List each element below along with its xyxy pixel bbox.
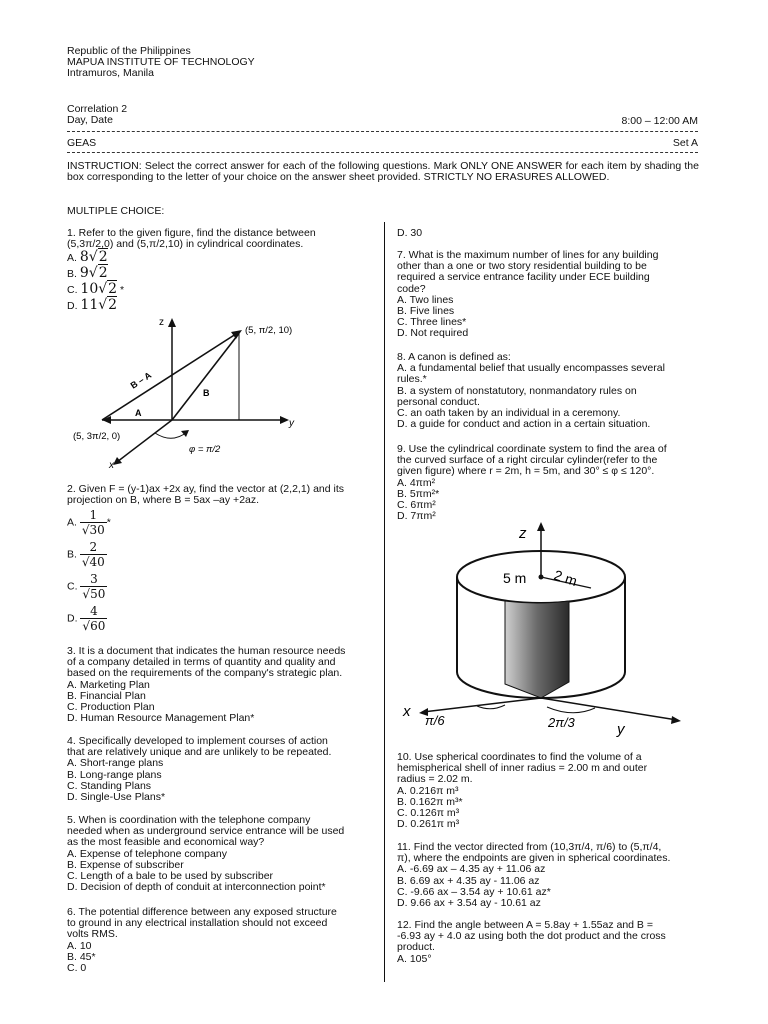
vector-b-minus-a	[102, 332, 239, 420]
question-3: 3. It is a document that indicates the human resource needs of a company detailed in terms of quantity and quality and based on the requirements of the company's strategic plan. A. Marketing Plan B. Financial Plan C. Production Plan D. Human Resource Management Plan*	[67, 646, 372, 724]
question-text: (5,3π/2,0) and (5,π/2,10) in cylindrical coordinates.	[67, 238, 304, 251]
set-label: Set A	[672, 137, 698, 149]
option-a: A. Expense of telephone company	[67, 847, 227, 860]
section-title: MULTIPLE CHOICE:	[67, 205, 165, 217]
option-b: B. 5πm²*	[397, 487, 440, 500]
exam-title: Correlation 2	[67, 103, 128, 115]
institution-address: Intramuros, Manila	[67, 67, 154, 80]
column-divider	[384, 222, 385, 982]
y-arrowhead	[671, 716, 681, 724]
country-line: Republic of the Philippines	[67, 45, 191, 57]
school-header	[67, 46, 255, 80]
question-6: 6. The potential difference between any exposed structure to ground in any electrical installation should not exceed volts RMS. A. 10 B. 45* C. 0	[67, 907, 372, 974]
phi-arc-arrowhead	[181, 430, 189, 437]
option-c: C. 0	[67, 962, 87, 975]
cylindrical-coordinates-figure	[67, 312, 377, 472]
question-5: 5. When is coordination with the telephone company needed when as underground service entrance will be used as the most feasible and economical way? A. Expense of telephone company B. Expense of subscriber C. Length of a bale to be used by subscriber D. Decision of depth of conduit at interconnection point*	[67, 815, 372, 893]
option-b: B. 0.162π m³*	[397, 795, 463, 808]
option-b: B. $\frac{2}{√40}$	[67, 540, 105, 569]
b-label: B	[203, 388, 210, 398]
option-b: B. a system of nonstatutory, nonmandatory rules on	[397, 384, 637, 397]
question-text: 1. Refer to the given figure, find the distance between	[67, 227, 316, 239]
a-label: A	[135, 408, 142, 418]
option-d: D. $\frac{4}{√60}$	[67, 604, 106, 633]
question-6-option-d: D. 30	[397, 227, 423, 239]
option-a: A. 4πm²	[397, 476, 436, 489]
question-1	[67, 228, 372, 250]
instruction-text: INSTRUCTION: Select the correct answer for each of the following questions. Mark ONLY ONE ANSWER for each item by shading the box corresponding to the letter of your choice on the answer sheet provided. STRICTLY NO ERASURES ALLOWED.	[67, 160, 699, 184]
angle-label-1: π/6	[425, 713, 445, 728]
option-b: B. Long-range plans	[67, 768, 162, 781]
option-c: C. Length of a bale to be used by subscriber	[67, 870, 274, 883]
question-10: 10. Use spherical coordinates to find the volume of a hemispherical shell of inner radius = 2.00 m and outer radius = 2.02 m. A. 0.216π m³ B. 0.162π m³* C. 0.126π m³ D. 0.261π m³	[397, 752, 697, 830]
option-c: C. 0.126π m³	[397, 807, 460, 820]
option-c: C. an oath taken by an individual in a ceremony.	[397, 407, 621, 420]
question-12: 12. Find the angle between A = 5.8ay + 1.55az and B = -6.93 ay + 4.0 az using both the dot product and the cross product. A. 105°	[397, 920, 697, 965]
option-a: A. a fundamental belief that usually encompasses several	[397, 362, 665, 375]
option-b: B. 6.69 ax + 4.35 ay - 11.06 az	[397, 874, 540, 887]
coefficient: 9	[79, 265, 89, 281]
option-c: C. 10√2 *	[67, 281, 125, 297]
option-a: A. $\frac{1}{√30}$ *	[67, 508, 111, 537]
option-d: D. 11√2	[67, 297, 118, 313]
x-arrowhead	[113, 457, 122, 465]
option-d: D. Single-Use Plans*	[67, 791, 166, 804]
x-label: x	[109, 460, 114, 471]
option-d: D. 0.261π m³	[397, 818, 460, 831]
option-c: C. Standing Plans	[67, 779, 152, 792]
exam-meta	[67, 104, 127, 126]
vector-b	[172, 336, 237, 420]
radius-label: 2 m	[552, 566, 580, 590]
question-7: 7. What is the maximum number of lines for any building other than a one or two story residential building to be required a service entrance facility under ECE building code? A. Two lines B. Five lines C. Three lines* D. Not required	[397, 250, 697, 340]
height-label: 5 m	[503, 570, 527, 586]
option-b: B. Expense of subscriber	[67, 858, 184, 871]
coefficient: 8	[79, 249, 89, 265]
option-a: A. 105°	[397, 952, 432, 965]
dashed-divider-top	[67, 131, 698, 132]
question-text: projection on B, where B = 5ax –ay +2az.	[67, 494, 260, 507]
angle-label-2: 2π/3	[548, 715, 575, 730]
exam-date: Day, Date	[67, 114, 113, 127]
option-d: D. a guide for conduct and action in a certain situation.	[397, 418, 651, 431]
question-8: 8. A canon is defined as: A. a fundamental belief that usually encompasses several rules.* B. a system of nonstatutory, nonmandatory rules on personal conduct. C. an oath taken by an individual in a ceremony. D. a guide for conduct and action in a certain situation.	[397, 352, 697, 430]
x-label: x	[403, 703, 411, 720]
answer-mark: *	[106, 516, 111, 529]
option-b: B. Financial Plan	[67, 689, 146, 702]
phi-arc	[155, 432, 187, 438]
option-b: B. 9√2	[67, 265, 108, 281]
option-d: D. Human Resource Management Plan*	[67, 712, 255, 725]
shaded-surface	[505, 601, 569, 698]
z-arrowhead	[537, 522, 545, 531]
option-a: A. Marketing Plan	[67, 678, 150, 691]
option-c: C. Production Plan	[67, 701, 155, 714]
question-4: 4. Specifically developed to implement courses of action that are relatively unique and are unlikely to be repeated. A. Short-range plans B. Long-range plans C. Standing Plans D. Single-Use Plans*	[67, 736, 372, 803]
point-b-label: (5, π/2, 10)	[245, 325, 293, 336]
z-label: z	[519, 525, 527, 542]
option-d: D. Not required	[397, 327, 469, 340]
z-label: z	[159, 317, 164, 328]
subject-label: GEAS	[67, 137, 97, 149]
option-d: D. 7πm²	[397, 510, 436, 523]
option-c: C. -9.66 ax – 3.54 ay + 10.61 az*	[397, 885, 551, 898]
z-arrowhead	[168, 318, 176, 327]
institution-name: MAPUA INSTITUTE OF TECHNOLOGY	[67, 56, 255, 69]
option-d: D. 9.66 ax + 3.54 ay - 10.61 az	[397, 897, 541, 910]
cylinder-figure	[395, 522, 705, 742]
question-text: 2. Given F = (y-1)ax +2x ay, find the vector at (2,2,1) and its	[67, 483, 345, 495]
exam-time: 8:00 – 12:00 AM	[621, 115, 698, 127]
x-axis	[423, 698, 541, 712]
dashed-divider-bottom	[67, 152, 698, 153]
option-a: A. -6.69 ax – 4.35 ay + 11.06 az	[397, 863, 546, 876]
question-9: 9. Use the cylindrical coordinate system to find the area of the curved surface of a right circular cylinder(refer to the given figure) where r = 2m, h = 5m, and 30° ≤ φ ≤ 120°. A. 4πm² B. 5πm²* C. 6πm² D. 7πm²	[397, 444, 697, 522]
phi-label: φ = π/2	[189, 444, 221, 455]
option-a: A. Short-range plans	[67, 757, 164, 770]
option-c: C. Three lines*	[397, 316, 467, 329]
option-b: B. Five lines	[397, 305, 455, 318]
answer-mark: *	[120, 284, 125, 296]
coefficient: 11	[80, 297, 99, 313]
option-a: A. 0.216π m³	[397, 784, 459, 797]
instruction-block	[67, 161, 699, 183]
y-arrowhead	[280, 416, 289, 424]
angle-arc-2	[547, 707, 595, 713]
y-label: y	[617, 721, 625, 738]
option-c: C. 6πm²	[397, 499, 436, 512]
y-label: y	[289, 418, 294, 429]
x-axis	[117, 420, 172, 462]
option-a: A. 10	[67, 939, 92, 952]
option-a: A. Two lines	[397, 293, 454, 306]
question-2	[67, 484, 372, 506]
option-b: B. 45*	[67, 950, 96, 963]
option-a: A. 8√2	[67, 249, 108, 265]
ba-label: B – A	[128, 369, 154, 391]
coefficient: 10	[80, 281, 99, 297]
center-point	[539, 575, 544, 580]
point-a-label: (5, 3π/2, 0)	[73, 431, 121, 442]
option-c: C. $\frac{3}{√50}$	[67, 572, 106, 601]
question-11: 11. Find the vector directed from (10,3π/4, π/6) to (5,π/4, π), where the endpoints are given in spherical coordinates. A. -6.69 ax – 4.35 ay + 11.06 az B. 6.69 ax + 4.35 ay - 11.06 az C. -9.66 ax – 3.54 ay + 10.61 az* D. 9.66 ax + 3.54 ay - 10.61 az	[397, 842, 697, 909]
option-d: D. Decision of depth of conduit at interconnection point*	[67, 881, 326, 894]
